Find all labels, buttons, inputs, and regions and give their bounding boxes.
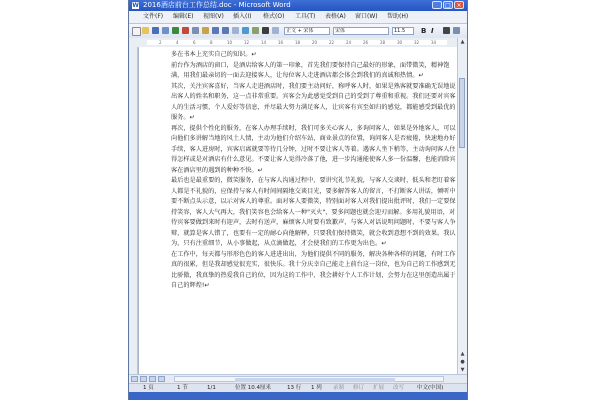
title-bar[interactable] xyxy=(129,0,467,11)
cut-icon[interactable] xyxy=(182,27,189,34)
close-button[interactable]: × xyxy=(454,1,464,9)
prev-page-icon[interactable]: ▲ xyxy=(460,351,465,357)
show-marks-icon[interactable] xyxy=(262,27,269,34)
scroll-up-icon[interactable]: ▲ xyxy=(460,39,465,45)
undo-icon[interactable] xyxy=(212,27,219,34)
menu-bar xyxy=(129,11,467,24)
status-record[interactable]: 录制 xyxy=(333,385,345,391)
web-view-icon[interactable] xyxy=(140,376,147,382)
menu-view[interactable]: 视图(V) xyxy=(203,13,224,20)
status-page: 1 页 xyxy=(143,385,154,391)
status-track-changes[interactable]: 修订 xyxy=(353,385,365,391)
document-page[interactable] xyxy=(139,47,457,374)
italic-button[interactable]: I xyxy=(431,27,434,35)
paragraph[interactable]: 最后也是最重要的，微笑服务，在与客人沟通过程中，要讲究礼节礼貌，与客人交谈时，低头和老盯着客人都是不礼貌的，应保持与客人有时间间隔地交谈目光，要多解答客人的留言，不打断客人讲话，倾听中要不断点头示意，以示对客人的尊重。面对客人要微笑，特别面对客人对我们提出批评时，我们一定要保持笑容，客人大气再大，我们笑容也会给客人一种"灭火"，要多问题也就会迎刃而解。多用礼貌用语，对待宾客要做到来时有迎声，去时有送声，麻烦客人时要有致歉声，与客人对话说明问题时，不要与客人争辩，就算是客人错了，也要有一定的耐心向他解释，只要我们保持微笑，就会收到意想不到的效果。我认为，只有注重细节，从小事做起，从点滴做起，才会使我们的工作更为出色。↵ xyxy=(171,177,456,247)
ruler-tick: 22 xyxy=(329,40,335,45)
menu-file[interactable]: 文件(F) xyxy=(143,13,164,20)
status-extend[interactable]: 扩展 xyxy=(373,385,385,391)
formatting-toolbar xyxy=(129,24,467,39)
ruler-tick: 8 xyxy=(210,40,213,45)
ruler-tick: 30 xyxy=(397,40,403,45)
ruler-tick: 14 xyxy=(261,40,267,45)
outline-view-icon[interactable] xyxy=(158,376,165,382)
menu-edit[interactable]: 编辑(E) xyxy=(173,13,194,20)
ruler-tick: 12 xyxy=(244,40,250,45)
new-document-icon[interactable] xyxy=(132,27,141,36)
print-icon[interactable] xyxy=(162,27,169,34)
paragraph[interactable]: 前台作为酒店的窗口，是酒店给客人的第一印象，首先我们要保持自己最好的形象，面带微笑，精神饱满，用我们最亲切的一面去迎接客人，让每位客人走进酒店都会体会到我们的真诚和热情。↵ xyxy=(171,61,450,79)
select-browse-object-icon[interactable]: ● xyxy=(460,359,465,365)
ruler-tick: 2 xyxy=(159,40,162,45)
ruler-tick: 4 xyxy=(176,40,179,45)
status-pages: 1/1 xyxy=(207,385,216,391)
minimize-button[interactable]: _ xyxy=(432,1,442,9)
menu-tools[interactable]: 工具(T) xyxy=(295,13,316,20)
status-line: 13 行 xyxy=(287,385,302,391)
word-window xyxy=(128,0,468,400)
ruler-tick: 6 xyxy=(193,40,196,45)
ruler-tick: 32 xyxy=(414,40,420,45)
underline-icon[interactable] xyxy=(443,27,450,34)
ruler-tick: 20 xyxy=(312,40,318,45)
font-size-dropdown[interactable]: 11.5 xyxy=(392,27,414,35)
toolbar-options-icon[interactable] xyxy=(453,27,460,34)
next-page-icon[interactable]: ▼ xyxy=(460,367,465,373)
columns-icon[interactable] xyxy=(242,27,249,34)
menu-window[interactable]: 窗口(W) xyxy=(355,13,378,20)
ruler-tick: 28 xyxy=(380,40,386,45)
zoom-icon[interactable] xyxy=(272,27,279,34)
redo-icon[interactable] xyxy=(222,27,229,34)
status-overtype[interactable]: 改写 xyxy=(393,385,405,391)
menu-help[interactable]: 帮助(H) xyxy=(387,13,409,20)
ruler-tick: 34 xyxy=(431,40,437,45)
menu-insert[interactable]: 插入(I) xyxy=(233,13,252,20)
menu-table[interactable]: 表格(A) xyxy=(325,13,346,20)
paragraph[interactable]: 再次，提供个性化的服务，在客人办理手续时，我们可多关心客人，多询问客人，如果是外地客人，可以向他们多讲解当地的风土人情，主动为他们介绍车站，商业景点的位置，询问客人是否疲倦，快速地办好手续，客人进房时，宾客启离就要等待几分钟，过时不要让客人等着。遇客人坐下稍等，主动询问客人住得怎样或是对酒店有什么意见。不要让客人觉得冷落了他，进一步沟通能使客人多一份温馨，也能消除宾客在酒店里的遇到的种种不快。↵ xyxy=(171,124,456,174)
paragraph[interactable]: 在工作中，每天都与形形色色的客人进进出出，为他们提供不同的服务，解决各种各样的问题，有时工作真的很累，但是我却感觉很充实，很快乐。我十分庆幸自己能走上前台这一岗位，也为自己的工作感到无比骄傲，我真挚的热爱我自己的位，因为这的工作中，我会耕好个人工作计划，会努力在这里创造出属于自己的辉煌!↵ xyxy=(171,250,456,289)
horizontal-scroll-track[interactable] xyxy=(174,376,444,382)
vertical-scrollbar[interactable] xyxy=(457,38,467,374)
horizontal-scroll-thumb[interactable] xyxy=(235,378,395,382)
style-dropdown[interactable]: 正文 + 宋体 xyxy=(284,27,330,35)
window-title: 2016酒店前台工作总结.doc - Microsoft Word xyxy=(143,1,291,9)
ruler-tick: 16 xyxy=(278,40,284,45)
paragraph[interactable]: 多在书本上充实自己的知识。↵ xyxy=(171,51,257,58)
word-app-icon: W xyxy=(132,2,139,9)
print-view-icon[interactable] xyxy=(149,376,156,382)
status-position: 位置 10.4厘米 xyxy=(235,385,271,391)
font-dropdown[interactable]: 宋体 xyxy=(333,27,389,35)
copy-icon[interactable] xyxy=(192,27,199,34)
bold-button[interactable]: B xyxy=(421,27,427,35)
status-language: 中文(中国) xyxy=(417,385,444,391)
spelling-icon[interactable] xyxy=(172,27,179,34)
ruler-tick: 10 xyxy=(227,40,233,45)
status-section: 1 节 xyxy=(177,385,188,391)
paste-icon[interactable] xyxy=(202,27,209,34)
paragraph[interactable]: 其次，关注宾客喜好，当客人走进酒店时，我们要主动问好，称呼客人时，如果是熟客就要准确无误地说出客人的姓名和职务，这一点非常重要。宾客会为此感觉受到自己的受到了尊重和重视。我们还要对宾客人的生活习惯，个人爱好等信息，并尽最大努力满足客人，让宾客有宾至如归的感觉，都能感受到最优的服务。↵ xyxy=(171,82,456,121)
normal-view-icon[interactable] xyxy=(131,376,138,382)
status-column: 1 列 xyxy=(311,385,322,391)
ruler-tick: 18 xyxy=(295,40,301,45)
maximize-button[interactable]: □ xyxy=(443,1,453,9)
open-folder-icon[interactable] xyxy=(142,27,149,34)
menu-format[interactable]: 格式(O) xyxy=(263,13,285,20)
ruler-tick: 26 xyxy=(363,40,369,45)
ruler-tick: 24 xyxy=(346,40,352,45)
document-body[interactable] xyxy=(171,50,457,292)
scrollbar-thumb[interactable] xyxy=(459,78,465,148)
table-icon[interactable] xyxy=(232,27,239,34)
vertical-ruler[interactable] xyxy=(129,47,138,374)
save-icon[interactable] xyxy=(152,27,159,34)
drawing-icon[interactable] xyxy=(252,27,259,34)
taskbar xyxy=(129,392,467,400)
